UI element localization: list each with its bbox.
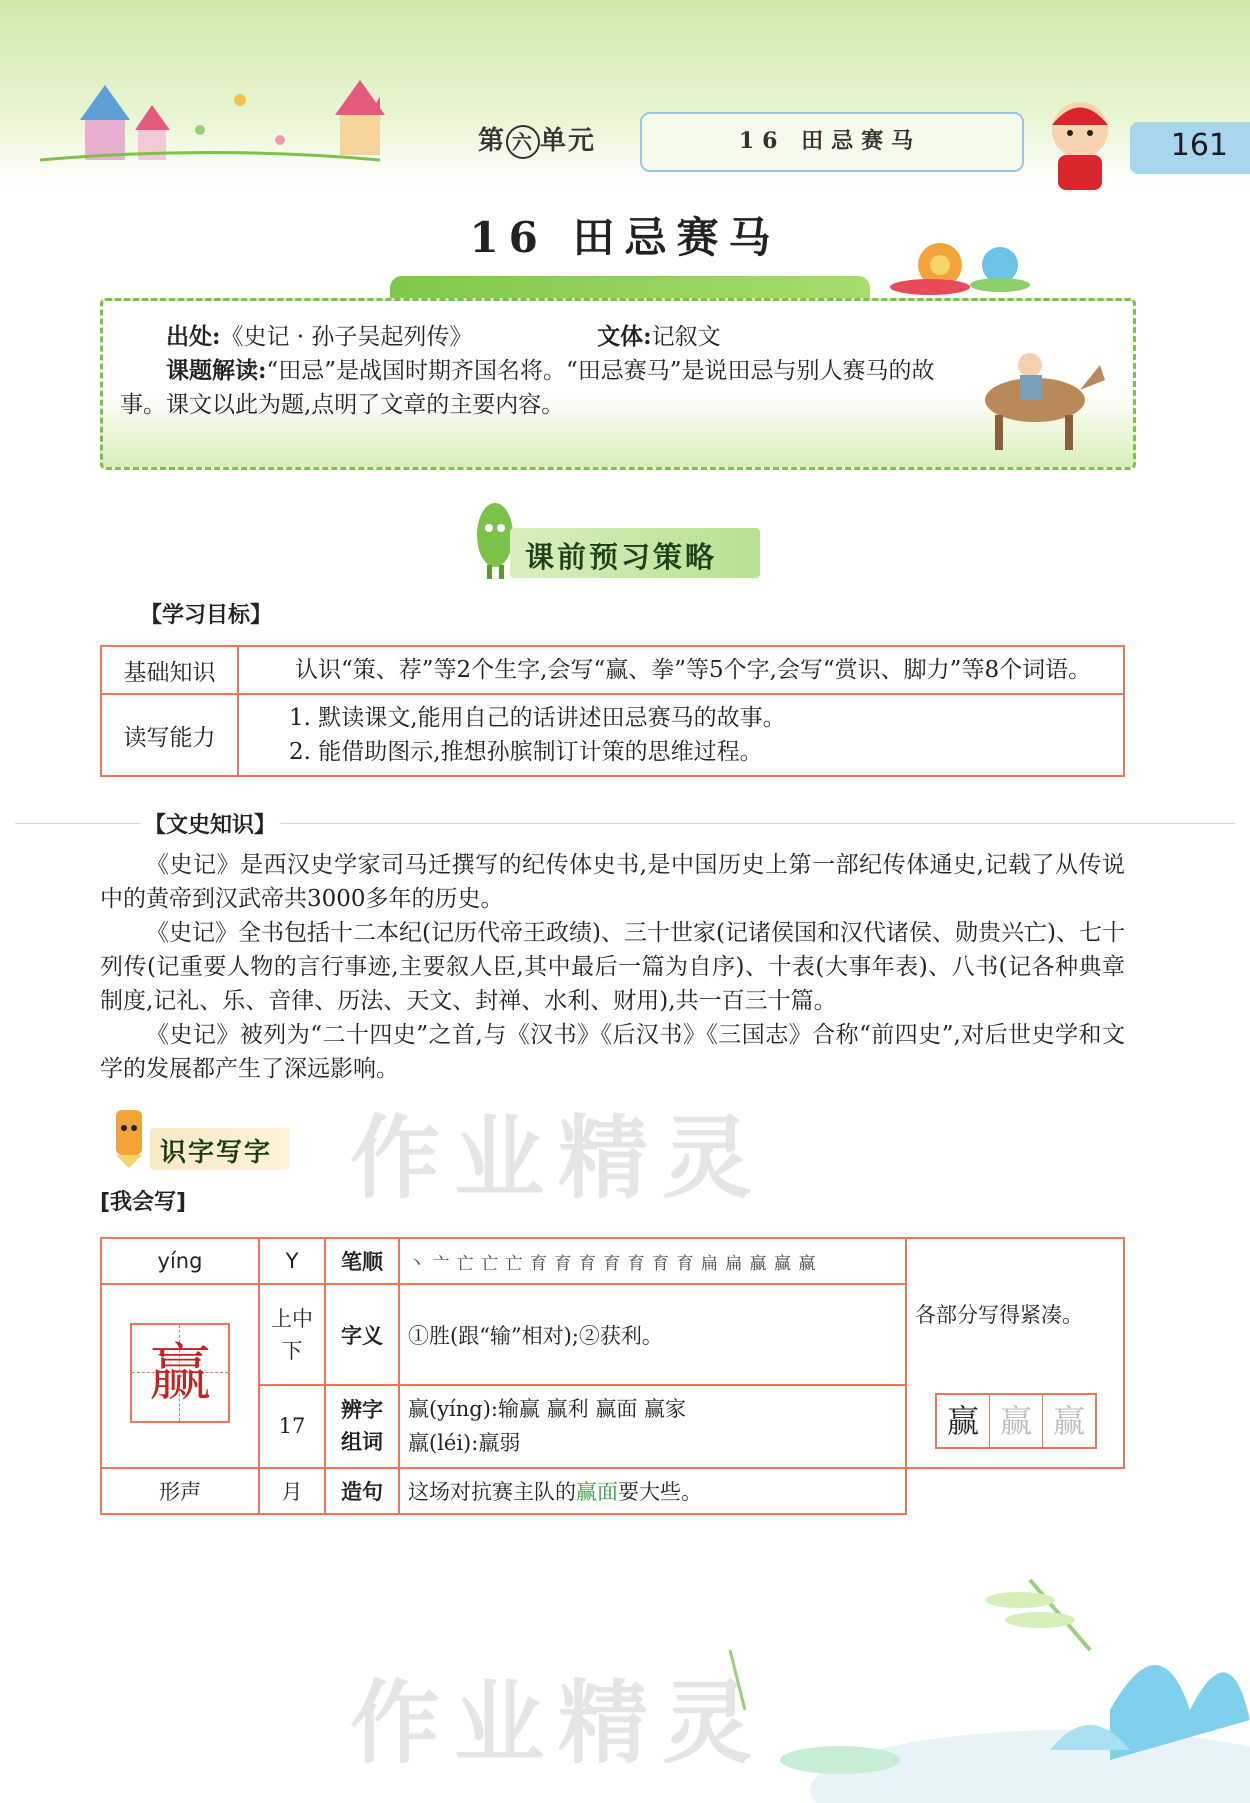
genre-label: 文体:: [597, 323, 652, 350]
distinguish-line-1: 赢(yíng):输赢 赢利 赢面 赢家: [408, 1397, 687, 1422]
char-display-cell: [101, 1284, 259, 1467]
main-character: 赢: [148, 1336, 211, 1410]
history-paragraph-2: 《史记》全书包括十二本纪(记历代帝王政绩)、三十世家(记诸侯国和汉代诸侯、勋贵兴亡)、七十列传(记重要人物的言行事迹,主要叙人臣,其中最后一篇为自序)、十表(大事年表)、八书(记各种典章制度,记礼、乐、音律、历法、天文、封禅、水利、财用),共一百三十篇。: [100, 920, 1125, 1014]
char-meaning: ①胜(跟“输”相对);②获利。: [399, 1284, 906, 1385]
write-heading: [我会写]: [100, 1190, 187, 1215]
char-stroke-count: 17: [259, 1385, 325, 1468]
snail-illustration: [880, 225, 1060, 305]
literacy-banner-title: 识字写字: [160, 1138, 273, 1168]
goals-heading: 【学习目标】: [140, 603, 273, 628]
unit-label: 第 六 单元: [478, 120, 596, 159]
goal-item: 2. 能借助图示,推想孙膑制订计策的思维过程。: [289, 739, 763, 765]
info-header-band: [390, 276, 870, 298]
meaning-label: 字义: [325, 1284, 399, 1385]
char-type: 形声: [101, 1468, 259, 1514]
practice-grid: [935, 1393, 1097, 1449]
highlight-word: 赢面: [576, 1479, 618, 1504]
lotus-pond-decoration: [690, 1560, 1250, 1803]
table-row: [101, 1238, 1124, 1284]
char-initial: Y: [259, 1238, 325, 1284]
history-paragraph-3: 《史记》被列为“二十四史”之首,与《汉书》《后汉书》《三国志》合称“前四史”,对后世史学和文学的发展都产生了深远影响。: [100, 1022, 1125, 1082]
scroll-title: 16 田忌赛马: [738, 128, 922, 154]
goal-label-basic: 基础知识: [101, 646, 238, 694]
goal-items-ability: [238, 694, 1124, 776]
writing-tip: 各部分写得紧凑。: [915, 1303, 1083, 1327]
interpret-text: “田忌”是战国时期齐国名将。“田忌赛马”是说田忌与别人赛马的故事。课文以此为题,点明了文章的主要内容。: [120, 358, 935, 418]
preview-banner-title: 课前预习策略: [525, 540, 718, 574]
char-structure: 上中下: [259, 1284, 325, 1385]
cartoon-boy-illustration: [1030, 85, 1130, 195]
source-value: 《史记 · 孙子吴起列传》: [220, 324, 473, 350]
watermark: 作业精灵: [350, 1105, 766, 1211]
character-card-table: [100, 1237, 1125, 1515]
char-radical: 月: [259, 1468, 325, 1514]
header-decoration-houses: [40, 60, 380, 180]
distinguish-line-2: 羸(léi):羸弱: [408, 1431, 521, 1456]
history-heading: 【文史知识】: [140, 808, 280, 839]
distinguish-words: [399, 1385, 906, 1468]
stroke-order-label: 笔顺: [325, 1238, 399, 1284]
table-row: [101, 1468, 1124, 1514]
source-label: 出处:: [166, 323, 221, 350]
house-icon: [330, 70, 390, 170]
lesson-title: 16 田忌赛马: [469, 213, 781, 262]
sentence-label: 造句: [325, 1468, 399, 1514]
unit-number-badge: 六: [506, 125, 540, 159]
goal-text-basic: 认识“策、荐”等2个生字,会写“赢、拳”等5个字,会写“赏识、脚力”等8个词语。: [238, 646, 1124, 694]
goal-label-ability: 读写能力: [101, 694, 238, 776]
pencil-mascot-icon: [98, 1100, 158, 1170]
goal-item: 1. 默读课文,能用自己的话讲述田忌赛马的故事。: [289, 705, 786, 731]
lesson-info-text: [120, 320, 940, 422]
stroke-order: 丶 亠 亡 亡 亡 育 育 育 育 育 育 育 扁 扁 赢 赢 赢: [399, 1238, 906, 1284]
table-row: [101, 694, 1124, 776]
example-sentence: 这场对抗赛主队的赢面要大些。: [399, 1468, 906, 1514]
distinguish-label: 辨字 组词: [325, 1385, 399, 1468]
practice-char: 赢: [999, 1402, 1032, 1440]
character-box: [130, 1323, 230, 1423]
practice-char: 赢: [1052, 1402, 1085, 1440]
interpret-label: 课题解读:: [166, 357, 267, 384]
page-number: 161: [1170, 128, 1228, 163]
table-row: [101, 646, 1124, 694]
history-paragraph-1: 《史记》是西汉史学家司马迁撰写的纪传体史书,是中国历史上第一部纪传体通史,记载了从传说中的黄帝到汉武帝共3000多年的历史。: [100, 852, 1125, 912]
practice-char: 赢: [946, 1402, 979, 1440]
learning-goals-table: [100, 645, 1125, 777]
genre-value: 记叙文: [651, 324, 721, 350]
watermark-bottom: 作业精灵: [350, 1670, 766, 1776]
char-pinyin: yíng: [101, 1238, 259, 1284]
horse-rider-illustration: [950, 320, 1110, 460]
